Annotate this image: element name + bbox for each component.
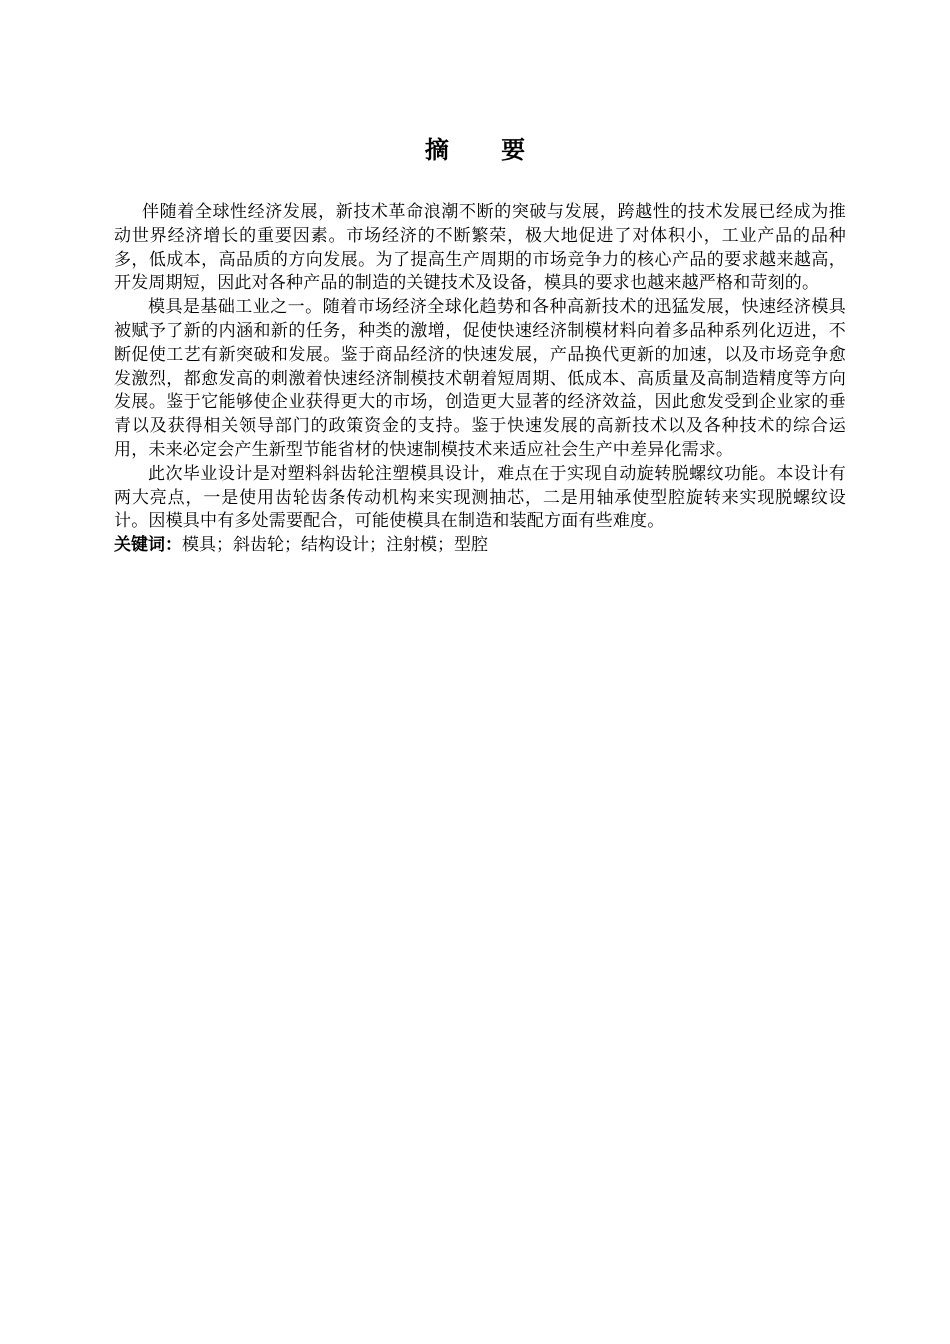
abstract-paragraph-3: 此次毕业设计是对塑料斜齿轮注塑模具设计，难点在于实现自动旋转脱螺纹功能。本设计有两大亮点，一是使用齿轮齿条传动机构来实现测抽芯，二是用轴承使型腔旋转来实现脱螺纹设计。因模具中有多处需要配合，可能使模具在制造和装配方面有些难度。 — [114, 463, 846, 532]
abstract-paragraph-2: 模具是基础工业之一。随着市场经济全球化趋势和各种高新技术的迅猛发展，快速经济模具被赋予了新的内涵和新的任务，种类的激增，促使快速经济制模材料向着多品种系列化迈进，不断促使工艺有新突破和发展。鉴于商品经济的快速发展，产品换代更新的加速，以及市场竞争愈发激烈，都愈发高的刺激着快速经济制模技术朝着短周期、低成本、高质量及高制造精度等方向发展。鉴于它能够使企业获得更大的市场，创造更大显著的经济效益，因此愈发受到企业家的垂青以及获得相关领导部门的政策资金的支持。鉴于快速发展的高新技术以及各种技术的综合运用，未来必定会产生新型节能省材的快速制模技术来适应社会生产中差异化需求。 — [114, 297, 846, 460]
abstract-title: 摘 要 — [424, 136, 548, 164]
abstract-body — [114, 201, 846, 558]
keywords-label: 关键词： — [114, 535, 182, 556]
abstract-paragraph-1: 伴随着全球性经济发展，新技术革命浪潮不断的突破与发展，跨越性的技术发展已经成为推动世界经济增长的重要因素。市场经济的不断繁荣，极大地促进了对体积小，工业产品的品种多，低成本，高品质的方向发展。为了提高生产周期的市场竞争力的核心产品的要求越来越高，开发周期短，因此对各种产品的制造的关键技术及设备，模具的要求也越来越严格和苛刻的。 — [114, 202, 846, 294]
keywords-value: 模具；斜齿轮；结构设计；注射模；型腔 — [182, 535, 488, 556]
keywords-line — [114, 534, 846, 558]
